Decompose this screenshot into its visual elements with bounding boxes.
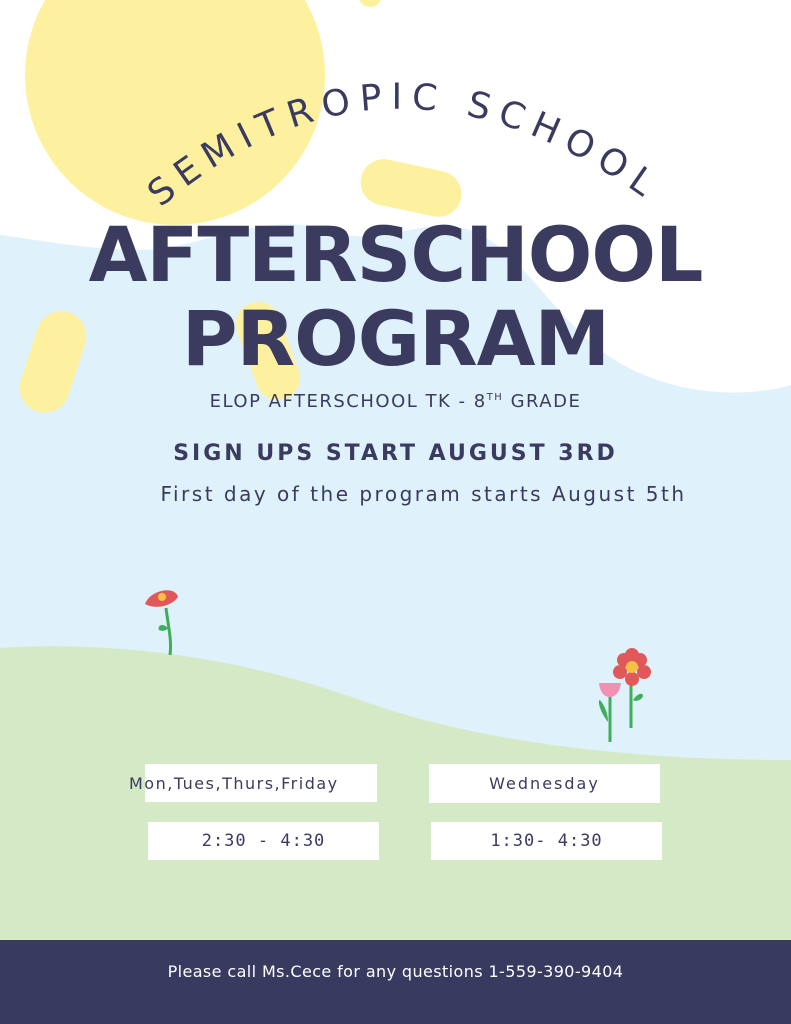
schedule-days-1-label: Mon,Tues,Thurs,Friday xyxy=(129,773,339,793)
grade-line xyxy=(0,391,791,412)
title-line-2: PROGRAM xyxy=(181,294,610,383)
grade-prefix: ELOP AFTERSCHOOL TK - 8 xyxy=(209,391,487,412)
schedule-days-2: Wednesday xyxy=(429,764,660,803)
footer-contact-text: Please call Ms.Cece for any questions 1-559-390-9404 xyxy=(167,962,624,981)
schedule-time-1: 2:30 - 4:30 xyxy=(148,822,379,860)
schedule-days-1 xyxy=(129,764,377,802)
grade-suffix: GRADE xyxy=(503,391,582,412)
title-line-1: AFTERSCHOOL xyxy=(88,210,703,299)
school-name: SEMITROPIC SCHOOL xyxy=(140,76,669,215)
first-day-text: First day of the program starts August 5th xyxy=(160,482,687,506)
footer-bar xyxy=(0,940,791,1024)
signup-date: SIGN UPS START AUGUST 3RD xyxy=(173,441,618,466)
grade-sup: TH xyxy=(486,392,504,403)
svg-text:SEMITROPIC SCHOOL xyxy=(140,77,668,215)
schedule-time-2: 1:30- 4:30 xyxy=(431,822,662,860)
